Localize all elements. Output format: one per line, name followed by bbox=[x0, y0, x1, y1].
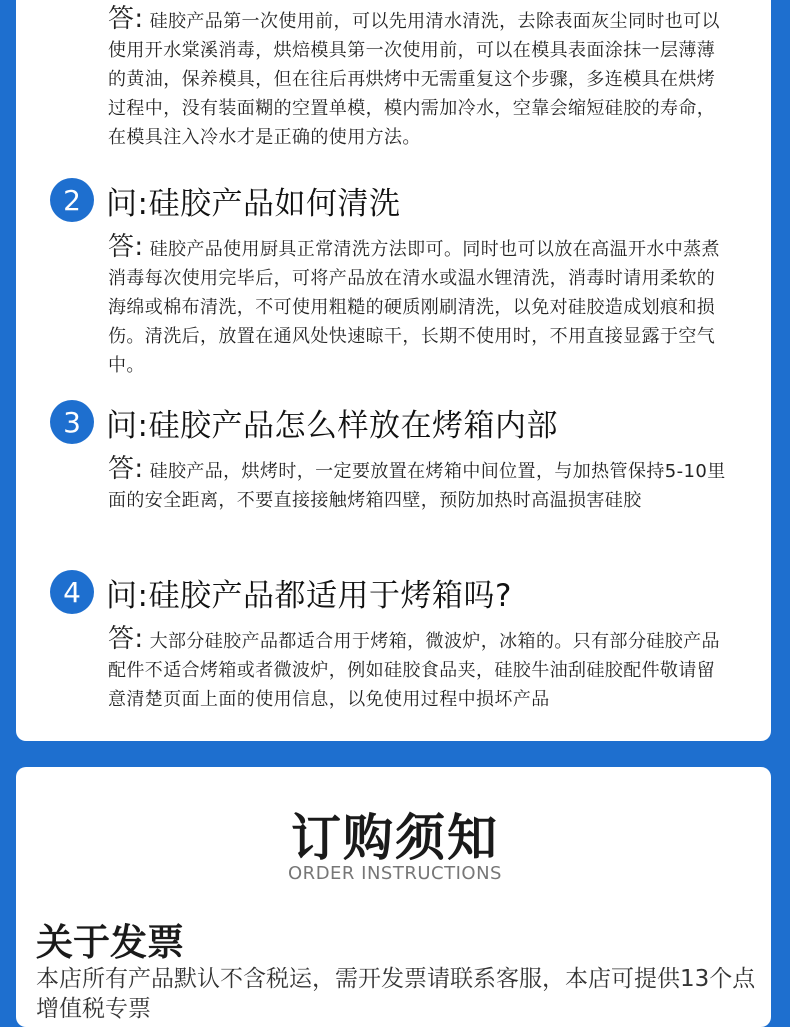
answer-prefix: 答: bbox=[108, 232, 144, 262]
answer-text: 大部分硅胶产品都适合用于烤箱，微波炉，冰箱的。只有部分硅胶产品配件不适合烤箱或者微波炉，例如硅胶食品夹，硅胶牛油刮硅胶配件敬请留意清楚页面上面的使用信息，以免使用过程中损坏产品 bbox=[108, 631, 720, 710]
faq-answer-3 bbox=[108, 455, 733, 515]
faq-question-2 bbox=[50, 178, 400, 222]
number-badge: 2 bbox=[50, 178, 94, 222]
number-badge: 3 bbox=[50, 400, 94, 444]
question-text: 问:硅胶产品都适用于烤箱吗? bbox=[106, 577, 512, 614]
order-title: 订购须知 bbox=[291, 809, 499, 867]
invoice-heading: 关于发票 bbox=[36, 921, 184, 964]
faq-answer-2 bbox=[108, 233, 733, 380]
faq-question-3 bbox=[50, 400, 558, 444]
faq-question-4 bbox=[50, 570, 512, 614]
answer-prefix: 答: bbox=[108, 4, 144, 34]
question-text: 问:硅胶产品怎么样放在烤箱内部 bbox=[106, 407, 558, 444]
faq-answer-1 bbox=[108, 5, 733, 152]
answer-prefix: 答: bbox=[108, 624, 144, 654]
number-badge: 4 bbox=[50, 570, 94, 614]
order-subtitle: ORDER INSTRUCTIONS bbox=[288, 863, 502, 884]
invoice-text: 本店所有产品默认不含税运，需开发票请联系客服，本店可提供13个点增值税专票 bbox=[36, 966, 756, 1022]
answer-text: 硅胶产品使用厨具正常清洗方法即可。同时也可以放在高温开水中蒸煮消毒每次使用完毕后，可将产品放在清水或温水锂清洗，消毒时请用柔软的海绵或棉布清洗，不可使用粗糙的硬质刚刷清洗，以免对硅胶造成划痕和损伤。清洗后，放置在通风处快速晾干，长期不使用时，不用直接显露于空气中。 bbox=[108, 239, 720, 376]
faq-answer-4 bbox=[108, 625, 733, 714]
answer-text: 硅胶产品，烘烤时，一定要放置在烤箱中间位置，与加热管保持5-10里面的安全距离，不要直接接触烤箱四壁，预防加热时高温损害硅胶 bbox=[108, 461, 726, 511]
question-text: 问:硅胶产品如何清洗 bbox=[106, 185, 401, 222]
answer-prefix: 答: bbox=[108, 454, 144, 484]
answer-text: 硅胶产品第一次使用前，可以先用清水清洗，去除表面灰尘同时也可以使用开水棠溪消毒，烘焙模具第一次使用前，可以在模具表面涂抹一层薄薄的黄油，保养模具，但在往后再烘烤中无需重复这个步骤，多连模具在烘烤过程中，没有装面糊的空置单模，模内需加冷水，空靠会缩短硅胶的寿命，在模具注入冷水才是正确的使用方法。 bbox=[108, 11, 720, 148]
